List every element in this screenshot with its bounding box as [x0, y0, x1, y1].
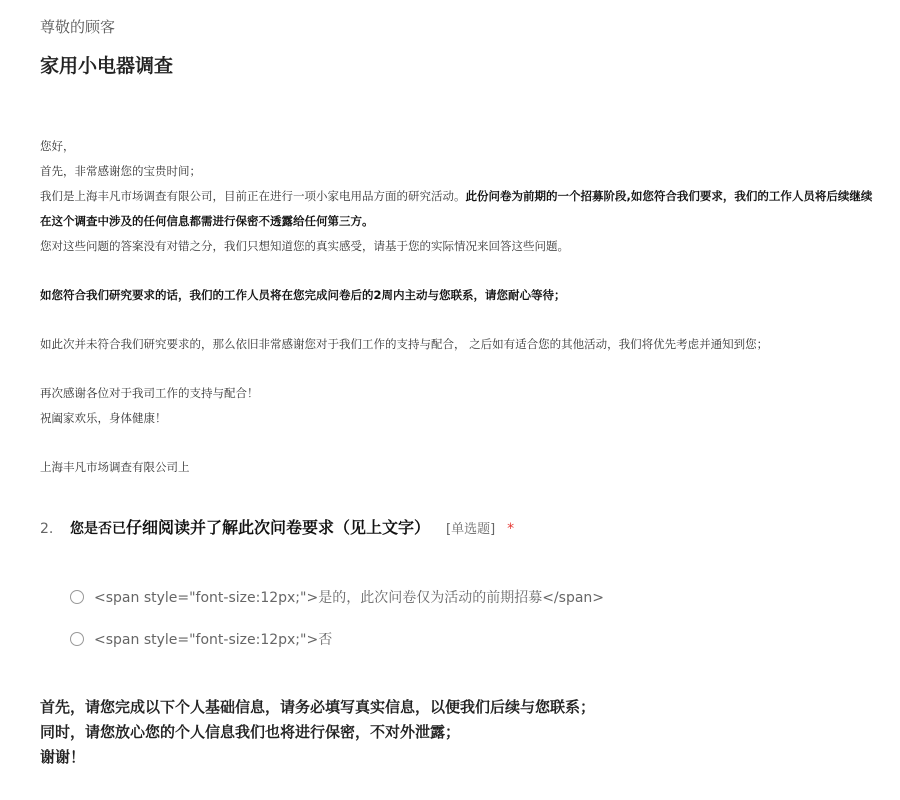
intro-wishes: 祝阖家欢乐，身体健康！	[40, 411, 167, 425]
info-line-3: 谢谢！	[40, 748, 86, 766]
required-mark: *	[507, 521, 515, 537]
intro-thanks: 首先，非常感谢您的宝贵时间；	[40, 164, 201, 178]
question-text-prefix: 您是否已	[70, 521, 126, 537]
intro-privacy: 在这个调查中涉及的任何信息都需进行保密不透露给任何第三方。	[40, 214, 374, 228]
info-line-2: 同时，请您放心您的个人信息我们也将进行保密，不对外泄露；	[40, 723, 461, 741]
question-2	[40, 515, 514, 538]
greeting: 尊敬的顾客	[40, 18, 116, 36]
option-yes-label[interactable]: <span style="font-size:12px;">是的，此次问卷仅为活动的前期招募</span>	[94, 590, 605, 606]
intro-signature: 上海丰凡市场调查有限公司上	[40, 460, 190, 474]
info-line-1: 首先，请您完成以下个人基础信息，请务必填写真实信息，以便我们后续与您联系；	[40, 698, 596, 716]
intro-contact: 如您符合我们研究要求的话，我们的工作人员将在您完成问卷后的2周内主动与您联系，请您耐心等待；	[40, 288, 566, 302]
option-yes[interactable]	[70, 587, 604, 607]
option-no-label[interactable]: <span style="font-size:12px;">否	[94, 632, 333, 648]
question-text	[70, 515, 430, 538]
question-text-main: 仔细阅读并了解此次问卷要求（见上文字）	[126, 518, 431, 537]
intro-not-qualified: 如此次并未符合我们研究要求的，那么依旧非常感谢您对于我们工作的支持与配合， 之后如有适合您的其他活动，我们将优先考虑并通知到您；	[40, 337, 769, 351]
intro-no-right-wrong: 您对这些问题的答案没有对错之分，我们只想知道您的真实感受，请基于您的实际情况来回答这些问题。	[40, 239, 569, 253]
radio-button-no[interactable]	[70, 632, 84, 646]
intro-hello: 您好，	[40, 139, 75, 153]
option-no[interactable]	[70, 629, 332, 649]
intro-thanks-again: 再次感谢各位对于我司工作的支持与配合！	[40, 386, 259, 400]
question-number: 2.	[40, 521, 54, 537]
intro-text	[40, 134, 900, 480]
personal-info-notice	[40, 695, 595, 770]
survey-title: 家用小电器调查	[40, 55, 174, 77]
intro-company-plain: 我们是上海丰凡市场调查有限公司，目前正在进行一项小家电用品方面的研究活动。	[40, 189, 466, 203]
radio-button-yes[interactable]	[70, 590, 84, 604]
intro-company-bold: 此份问卷为前期的一个招募阶段,如您符合我们要求，我们的工作人员将后续继续	[465, 189, 873, 203]
intro-company	[40, 184, 900, 209]
question-type-badge: [单选题]	[446, 522, 496, 537]
